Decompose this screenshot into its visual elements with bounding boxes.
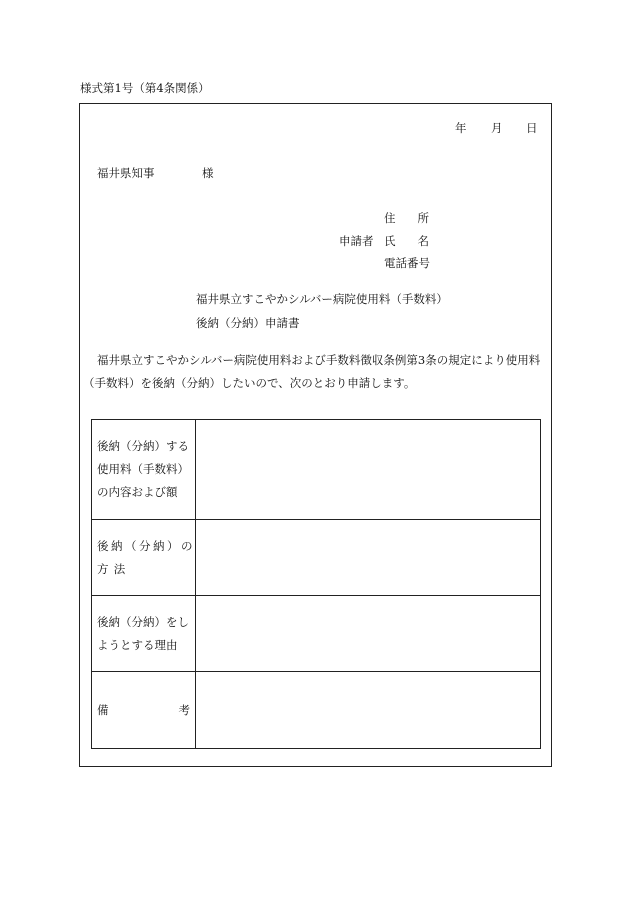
date-year-label: 年 [455,121,467,135]
reason-field[interactable] [196,596,541,672]
name-label: 氏名 [384,234,451,248]
content-amount-field[interactable] [196,420,541,520]
body-text-line2: （手数料）を後納（分納）したいので、次のとおり申請します。 [83,376,416,390]
date-day-label: 日 [526,121,538,135]
label-line: 後納（分納）の [97,538,195,553]
remarks-label [92,672,196,749]
label-line: 後納（分納）をし [97,614,189,629]
table-row [92,420,541,520]
remarks-char-1: 備 [97,702,109,717]
addressee-honorific: 様 [202,166,214,180]
remarks-field[interactable] [196,672,541,749]
reason-label [92,596,196,672]
label-line: ようとする理由 [97,637,178,652]
label-line: 方法 [97,561,131,576]
document-title-line2: 後納（分納）申請書 [196,316,300,330]
label-line: の内容および額 [97,485,178,499]
label-line: 使用料（手数料） [97,462,189,476]
table-row [92,520,541,596]
document-title-line1: 福井県立すこやかシルバー病院使用料（手数料） [196,292,448,306]
payment-method-label [92,520,196,596]
form-number-label: 様式第1号（第4条関係） [80,81,210,95]
address-label: 住所 [384,211,451,225]
remarks-char-2: 考 [178,702,190,717]
addressee-name: 福井県知事 [97,166,155,180]
payment-method-field[interactable] [196,520,541,596]
content-amount-label [92,420,196,520]
application-table [91,419,541,749]
date-month-label: 月 [491,121,503,135]
applicant-label: 申請者 [339,234,374,248]
table-row [92,672,541,749]
label-line: 後納（分納）する [97,439,189,453]
body-text-line1: 福井県立すこやかシルバー病院使用料および手数料徴収条例第3条の規定により使用料 [97,353,541,367]
phone-label: 電話番号 [384,256,430,270]
table-row [92,596,541,672]
